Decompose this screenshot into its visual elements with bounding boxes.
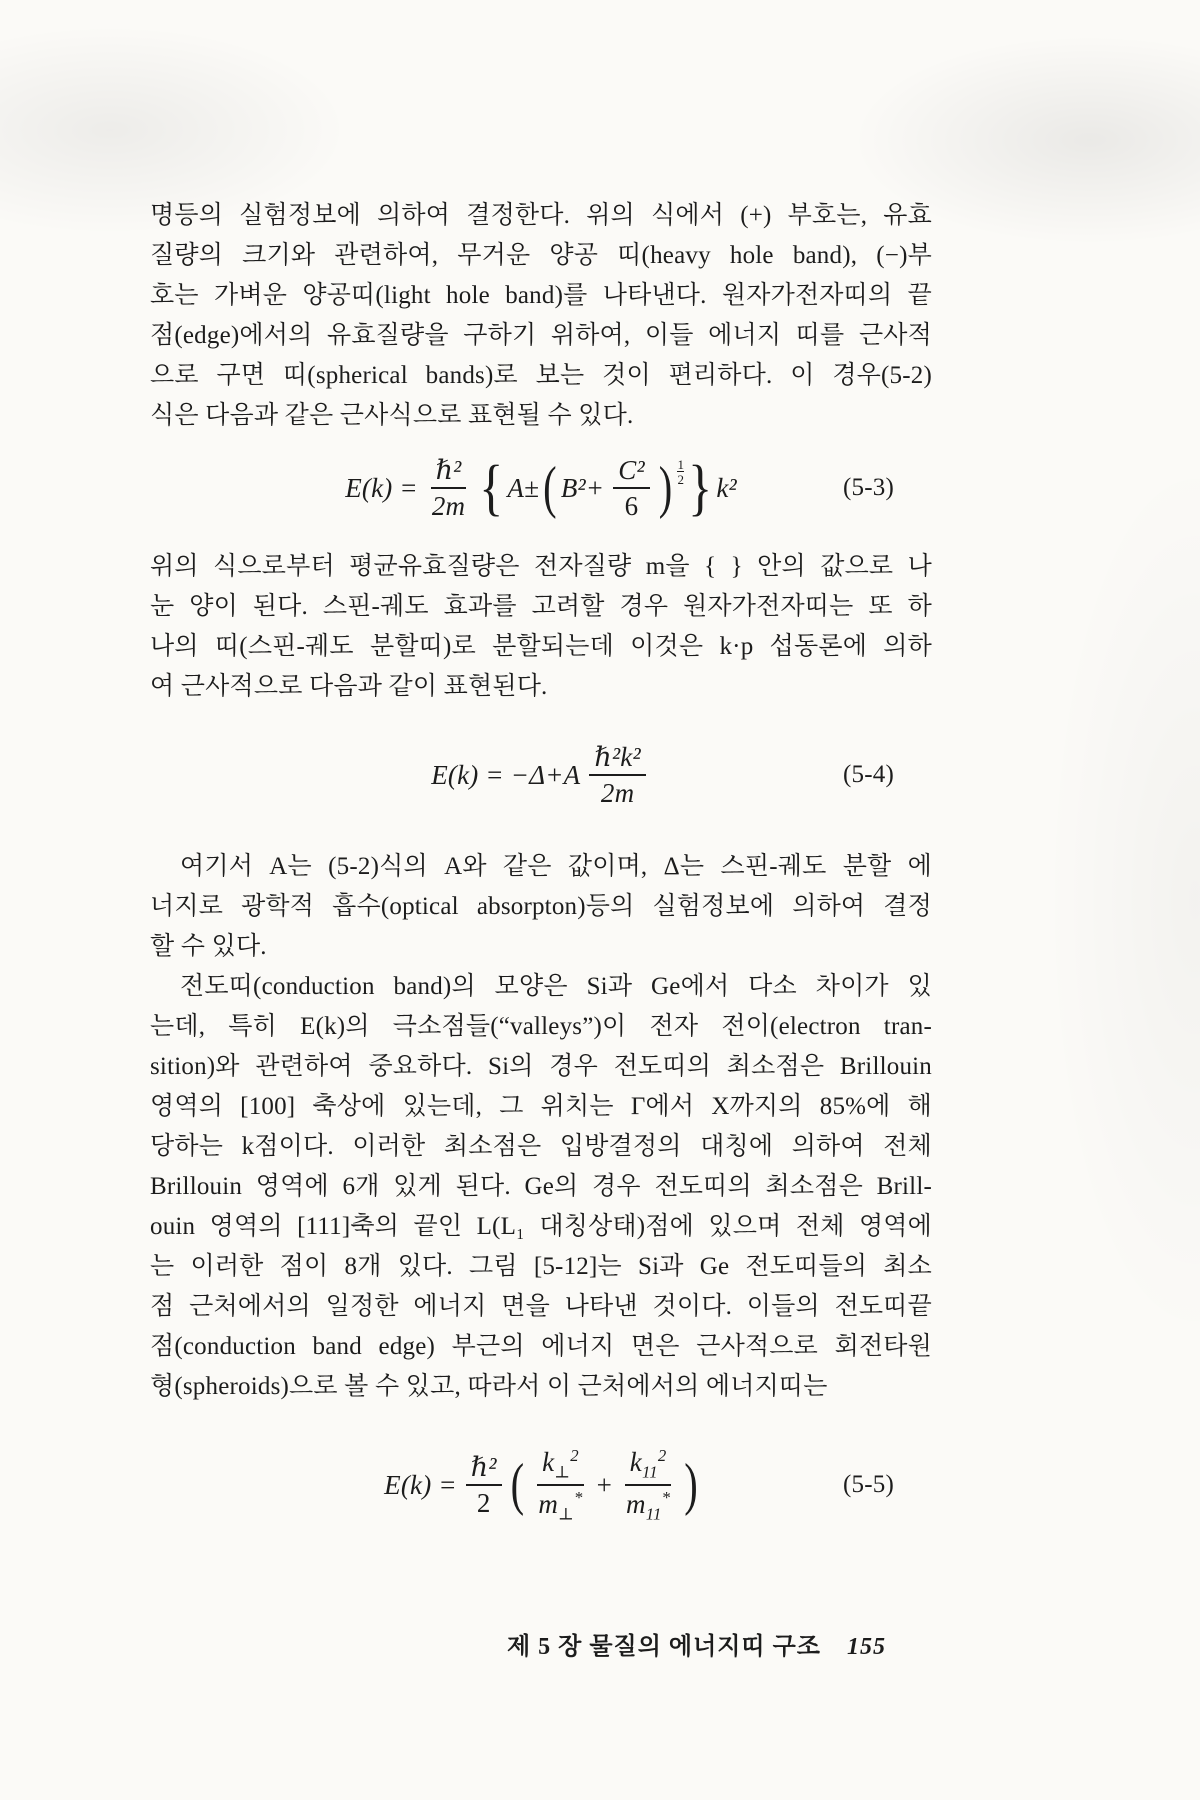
text-line: 여기서 A는 (5-2)식의 A와 같은 값이며, Δ는 스핀-궤도 분할 에 — [180, 853, 932, 881]
text-line: 너지로 광학적 흡수(optical absorpton)등의 실험정보에 의하여 결정 — [150, 893, 932, 921]
text-line: 점 근처에서의 일정한 에너지 면을 나타낸 것이다. 이들의 전도띠끝 — [150, 1293, 932, 1321]
page-content — [150, 196, 932, 1527]
fraction-hbar2-over-2m: $\frac{\text{ℏ²}}{2m}$ — [431, 455, 466, 522]
paragraph-2 — [150, 547, 932, 707]
paragraph-3 — [150, 847, 932, 967]
text-line: 으로 구면 띠(spherical bands)로 보는 것이 편리하다. 이 경우(5-2) — [150, 362, 932, 389]
text-line: 당하는 k점이다. 이러한 최소점은 입방결정의 대칭에 의하여 전체 — [150, 1133, 932, 1161]
text-line: 영역의 [100] 축상에 있는데, 그 위치는 Γ에서 X까지의 85%에 해 — [150, 1093, 932, 1121]
equation-lhs: E(k) = −Δ+A — [431, 760, 581, 791]
equation-number: (5-5) — [843, 1471, 894, 1499]
text-line: 질량의 크기와 관련하여, 무거운 양공 띠(heavy hole band), (−)부 — [150, 242, 932, 269]
term-a-plusminus: A± — [507, 473, 540, 504]
text-line: 식은 다음과 같은 근사식으로 표현될 수 있다. — [150, 402, 634, 429]
equation-5-4 — [150, 743, 932, 808]
open-paren: ( — [543, 454, 557, 520]
page-number: 155 — [847, 1634, 886, 1660]
term-b2-plus: B²+ — [560, 473, 605, 504]
equation-5-3 — [150, 452, 932, 523]
text-line: 점(conduction band edge) 부근의 에너지 면은 근사적으로 회전타원 — [150, 1333, 932, 1361]
fraction-hbar2-over-2: $\frac{\text{ℏ²}}{2}$ — [466, 1453, 502, 1518]
term-k2: k² — [716, 473, 737, 504]
fraction-c2-over-6: $\frac{\text{C²}}{6}$ — [613, 456, 650, 521]
text-line: Brillouin 영역에 6개 있게 된다. Ge의 경우 전도띠의 최소점은 Brill- — [150, 1173, 932, 1201]
text-line: 점(edge)에서의 유효질량을 구하기 위하여, 이들 에너지 띠를 근사적 — [150, 322, 932, 349]
fraction-hbar2k2-over-2m: $\frac{\text{ℏ²k²}}{2m}$ — [589, 743, 645, 808]
open-brace: { — [479, 452, 504, 523]
running-title: 제 5 장 물질의 에너지띠 구조 — [506, 1634, 821, 1660]
equation-body — [345, 452, 737, 523]
text-line: 여 근사적으로 다음과 같이 표현된다. — [150, 672, 548, 700]
text-line: 는 이러한 점이 8개 있다. 그림 [5-12]는 Si과 Ge 전도띠들의 최소 — [150, 1253, 932, 1281]
equation-body — [431, 743, 651, 808]
text-line: 위의 식으로부터 평균유효질량은 전자질량 m을 { } 안의 값으로 나 — [150, 552, 932, 580]
fraction-kparallel: $\frac{k_{11}^2}{m_{11}^*}$ — [626, 1446, 671, 1524]
text-line: 명등의 실험정보에 의하여 결정한다. 위의 식에서 (+) 부호는, 유효 — [150, 202, 932, 229]
text-line: ouin 영역의 [111]축의 끝인 L(L₁ 대칭상태)점에 있으며 전체 영역에 — [150, 1213, 932, 1241]
text-line: sition)와 관련하여 중요하다. Si의 경우 전도띠의 최소점은 Brillouin — [150, 1053, 932, 1081]
text-line: 전도띠(conduction band)의 모양은 Si과 Ge에서 다소 차이가 있 — [180, 973, 932, 1001]
text-line: 할 수 있다. — [150, 933, 267, 961]
plus-sign: + — [596, 1470, 612, 1501]
exponent-one-half: 1 2 — [677, 456, 685, 488]
page-footer — [150, 1626, 932, 1661]
close-paren: ) — [658, 454, 673, 520]
text-line: 나의 띠(스핀-궤도 분할띠)로 분할되는데 이것은 k·p 섭동론에 의하 — [150, 632, 932, 660]
paragraph-4 — [150, 967, 932, 1407]
equation-lhs: E(k) = — [345, 473, 418, 504]
equation-lhs: E(k) = — [384, 1470, 457, 1501]
text-line: 형(spheroids)으로 볼 수 있고, 따라서 이 근처에서의 에너지띠는 — [150, 1373, 828, 1401]
equation-body — [384, 1447, 698, 1523]
equation-5-5 — [150, 1447, 932, 1523]
equation-number: (5-3) — [843, 474, 894, 502]
equation-number: (5-4) — [843, 761, 894, 789]
paragraph-1 — [150, 196, 932, 436]
text-line: 는데, 특히 E(k)의 극소점들(“valleys”)이 전자 전이(electron tran- — [150, 1013, 932, 1041]
fraction-kperp: $\frac{k_\perp^2}{m_\perp^*}$ — [538, 1446, 583, 1524]
close-paren: ) — [684, 1451, 698, 1517]
text-line: 호는 가벼운 양공띠(light hole band)를 나타낸다. 원자가전자띠의 끝 — [150, 282, 932, 309]
close-brace: } — [688, 452, 713, 523]
open-paren: ( — [510, 1451, 525, 1517]
text-line: 눈 양이 된다. 스핀-궤도 효과를 고려할 경우 원자가전자띠는 또 하 — [150, 592, 932, 620]
